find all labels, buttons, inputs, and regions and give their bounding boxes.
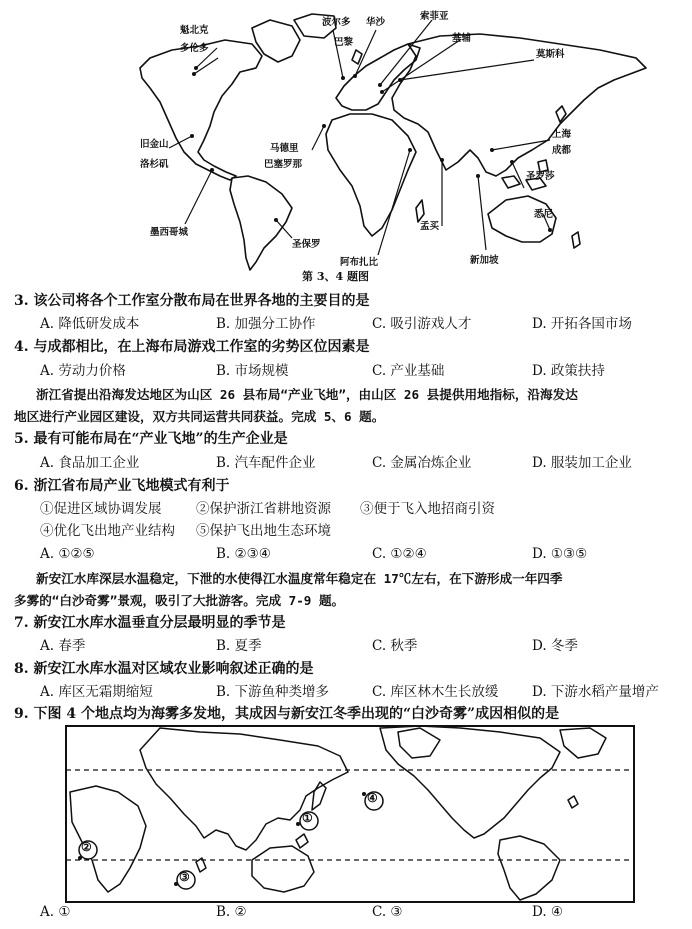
q7-option-d[interactable]: D. 冬季: [532, 638, 578, 654]
q6-option-b[interactable]: B. ②③④: [216, 546, 271, 562]
q9-option-b[interactable]: B. ②: [216, 904, 247, 920]
q5-option-b[interactable]: B. 汽车配件企业: [216, 455, 316, 471]
city-label-shanghai: 上海: [552, 129, 572, 140]
city-label-barcelona: 巴塞罗那: [264, 159, 303, 170]
q4-option-a[interactable]: A. 劳动力价格: [40, 363, 126, 379]
q7-option-a[interactable]: A. 春季: [40, 638, 86, 654]
q4-option-c[interactable]: C. 产业基础: [372, 363, 445, 379]
q7-option-c[interactable]: C. 秋季: [372, 638, 418, 654]
city-label-warsaw: 华沙: [366, 17, 386, 28]
q9-stem: 9. 下图 4 个地点均为海雾多发地，其成因与新安江冬季出现的“白沙奇雾”成因相似的是: [14, 706, 560, 722]
q6-item-5: ⑤保护飞出地生态环境: [196, 523, 331, 539]
q8-stem: 8. 新安江水库水温对区域农业影响叙述正确的是: [14, 661, 314, 677]
city-label-abu-dhabi: 阿布扎比: [340, 257, 379, 268]
fog-marker-3: ③: [179, 870, 190, 884]
world-map-2-drawing: [0, 722, 692, 922]
q6-option-a[interactable]: A. ①②⑤: [40, 546, 95, 562]
q6-option-c[interactable]: C. ①②④: [372, 546, 427, 562]
city-label-sofia: 索菲亚: [420, 11, 449, 22]
q4-stem: 4. 与成都相比，在上海布局游戏工作室的劣势区位因素是: [14, 339, 370, 355]
city-label-sao-paulo: 圣保罗: [292, 239, 321, 250]
city-label-mumbai: 孟买: [420, 221, 440, 232]
q8-option-b[interactable]: B. 下游鱼种类增多: [216, 684, 330, 700]
city-label-toronto: 多伦多: [180, 43, 209, 54]
q6-item-1: ①促进区域协调发展: [40, 501, 162, 517]
q5-option-d[interactable]: D. 服装加工企业: [532, 455, 632, 471]
q3-option-c[interactable]: C. 吸引游戏人才: [372, 316, 472, 332]
q4-option-d[interactable]: D. 政策扶持: [532, 363, 605, 379]
q6-item-2: ②保护浙江省耕地资源: [196, 501, 331, 517]
city-label-san-francisco: 旧金山: [140, 139, 169, 150]
q3-option-a[interactable]: A. 降低研发成本: [40, 316, 140, 332]
q9-option-a[interactable]: A. ①: [40, 904, 71, 920]
passage1-line1: 浙江省提出沿海发达地区为山区 26 县布局“产业飞地”，由山区 26 县提供用地指标，沿海发达: [36, 387, 578, 402]
q4-option-b[interactable]: B. 市场规模: [216, 363, 289, 379]
q7-stem: 7. 新安江水库水温垂直分层最明显的季节是: [14, 615, 286, 631]
map1-caption: 第 3、4 题图: [302, 270, 369, 283]
city-label-bordeaux: 波尔多: [322, 17, 351, 28]
q7-option-b[interactable]: B. 夏季: [216, 638, 262, 654]
city-label-chengdu: 成都: [552, 145, 572, 156]
q8-option-c[interactable]: C. 库区林木生长放缓: [372, 684, 499, 700]
q9-option-d[interactable]: D. ④: [532, 904, 564, 920]
city-label-singapore: 新加坡: [470, 255, 499, 266]
q9-option-c[interactable]: C. ③: [372, 904, 403, 920]
q6-item-4: ④优化飞出地产业结构: [40, 523, 175, 539]
q5-option-a[interactable]: A. 食品加工企业: [40, 455, 140, 471]
city-label-los-angeles: 洛杉矶: [140, 159, 169, 170]
q6-item-3: ③便于飞入地招商引资: [360, 501, 495, 517]
q6-stem: 6. 浙江省布局产业飞地模式有利于: [14, 478, 230, 494]
q8-option-d[interactable]: D. 下游水稻产量增产: [532, 684, 659, 700]
q5-stem: 5. 最有可能布局在“产业飞地”的生产企业是: [14, 431, 288, 447]
q3-stem: 3. 该公司将各个工作室分散布局在世界各地的主要目的是: [14, 293, 370, 309]
passage1-line2: 地区进行产业园区建设，双方共同运营共同获益。完成 5、6 题。: [14, 409, 385, 424]
fog-marker-4: ④: [367, 791, 378, 805]
q3-option-d[interactable]: D. 开拓各国市场: [532, 316, 632, 332]
fog-marker-1: ①: [302, 811, 313, 825]
city-label-moscow: 莫斯科: [536, 49, 565, 60]
city-label-sydney: 悉尼: [534, 209, 554, 220]
q8-option-a[interactable]: A. 库区无霜期缩短: [40, 684, 153, 700]
q6-option-d[interactable]: D. ①③⑤: [532, 546, 588, 562]
city-label-paris: 巴黎: [334, 37, 354, 48]
q3-option-b[interactable]: B. 加强分工协作: [216, 316, 316, 332]
passage2-line1: 新安江水库深层水温稳定，下泄的水使得江水温度常年稳定在 17℃左右，在下游形成一年四季: [36, 571, 563, 586]
city-label-kyiv: 基辅: [452, 33, 472, 44]
passage2-line2: 多雾的“白沙奇雾”景观，吸引了大批游客。完成 7-9 题。: [14, 593, 345, 608]
city-label-santa-rosa: 圣罗莎: [526, 171, 555, 182]
fog-marker-2: ②: [81, 840, 92, 854]
city-label-mexico-city: 墨西哥城: [150, 227, 189, 238]
city-label-quebec: 魁北克: [180, 25, 209, 36]
q5-option-c[interactable]: C. 金属冶炼企业: [372, 455, 472, 471]
city-label-madrid: 马德里: [270, 143, 299, 154]
